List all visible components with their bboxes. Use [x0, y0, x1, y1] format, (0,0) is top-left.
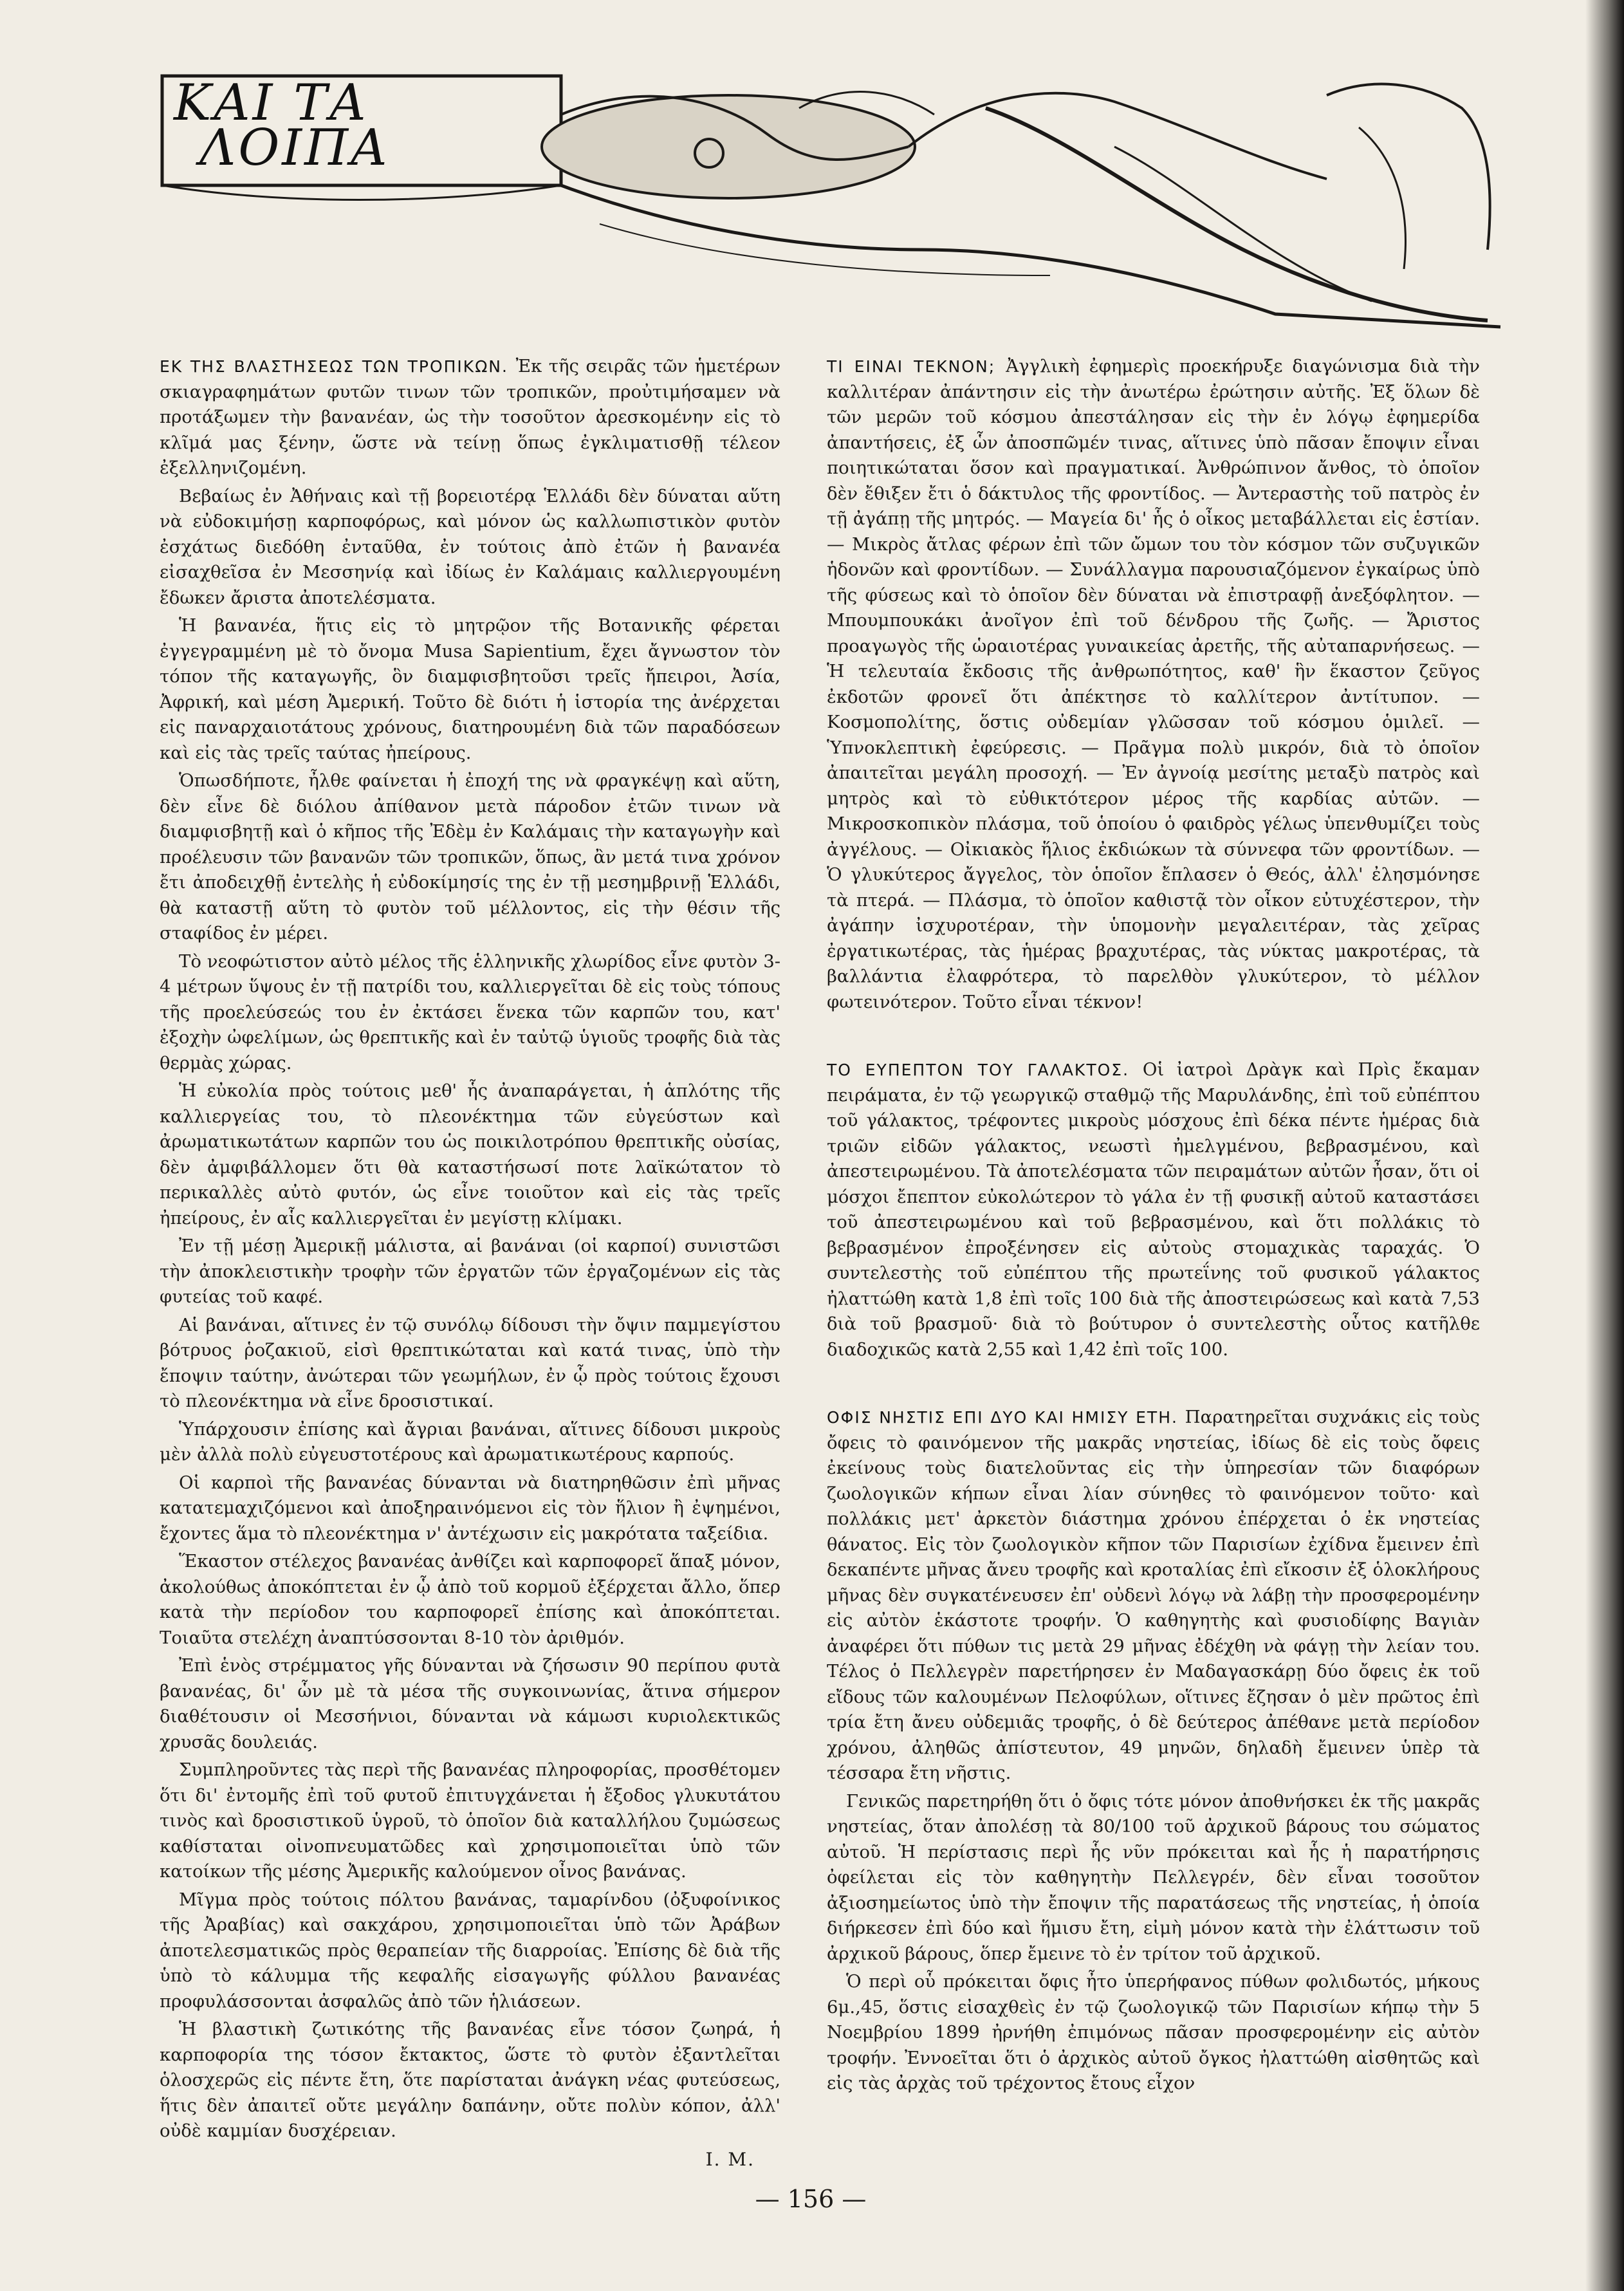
article-heading-milk: ΤΟ ΕΥΠΕΠΤΟΝ ΤΟΥ ΓΑΛΑΚΤΟΣ. — [827, 1061, 1143, 1079]
article-fasting-snake — [827, 1405, 1480, 2097]
paragraph-12: Ἐπὶ ἑνὸς στρέμματος γῆς δύνανται νὰ ζήσωσιν 90 περίπου φυτὰ βανανέας, δι' ὧν μὲ τὰ μέσα τῆς συγκοινωνίας, ἅτινα σήμερον διαθέτουσιν οἱ Μεσσήνιοι, δύνανται νὰ κάμωσι κυριολεκτικῶς χρυσᾶς δουλειάς. — [160, 1655, 780, 1752]
article-child-text — [827, 354, 1480, 1015]
header-title-lettering — [174, 74, 390, 183]
paragraph-3: Ἡ βανανέα, ἥτις εἰς τὸ μητρῷον τῆς Βοτανικῆς φέρεται ἐγγεγραμμένη μὲ τὸ ὄνομα Musa Sapientium, ἔχει ἄγνωστον τὸν τόπον τῆς καταγωγῆς, ὃν διαμφισβητοῦσι τρεῖς ἤπειροι, Ἀσία, Ἀφρική, καὶ μέση Ἀμερική. Τοῦτο δὲ διότι ἡ ἱστορία της ἀνέρχεται εἰς παναρχαιοτάτους χρόνους, διατηρουμένη διὰ τῶν παραδόσεων καὶ εἰς τὰς τρεῖς ταύτας ἠπείρους. — [160, 615, 780, 763]
paragraph-11: Ἕκαστον στέλεχος βανανέας ἀνθίζει καὶ καρποφορεῖ ἅπαξ μόνον, ἀκολούθως ἀποκόπτεται ἐν ᾧ ἀπὸ τοῦ κορμοῦ ἐξέρχεται ἄλλο, ὅπερ κατὰ τὴν περίοδον του καρποφορεῖ ἐπίσης καὶ ἀποκόπτεται. Τοιαῦτα στελέχη ἀναπτύσσονται 8-10 τὸν ἀριθμόν. — [160, 1551, 780, 1648]
author-signature: Ι. Μ. — [705, 2148, 755, 2170]
header-title-line2: ΛΟΙΠΑ — [199, 119, 390, 177]
paragraph-13: Συμπληροῦντες τὰς περὶ τῆς βανανέας πληροφορίας, προσθέτομεν ὅτι δι' ἐντομῆς ἐπὶ τοῦ φυτοῦ ἐπιτυγχάνεται ἡ ἔξοδος γλυκυτάτου τινὸς καὶ δροσιστικοῦ ὑγροῦ, τὸ ὁποῖον διὰ καταλλήλου ζυμώσεως καθίσταται οἰνοπνευματῶδες καὶ χρησιμοποιεῖται ὑπὸ τῶν κατοίκων τῆς μέσης Ἀμερικῆς καλούμενον οἶνος βανάνας. — [160, 1759, 780, 1882]
paragraph-4: Ὁπωσδήποτε, ἦλθε φαίνεται ἡ ἐποχή της νὰ φραγκέψῃ καὶ αὕτη, δὲν εἶνε δὲ διόλου ἀπίθανον μετὰ πάροδον ἐτῶν τινων νὰ διαμφισβητῇ καὶ ὁ κῆπος τῆς Ἐδὲμ ἐν Καλάμαις τὴν καταγωγὴν καὶ προέλευσιν τῶν βανανῶν τῶν τροπικῶν, ὅπως, ἂν μετά τινα χρόνον ἔτι ἀποδειχθῇ ἐντελὴς ἡ εὐδοκίμησίς της ἐν τῇ μεσημβρινῇ Ἑλλάδι, θὰ καταστῇ αὕτη τὸ φυτὸν τοῦ μέλλοντος, εἰς τὴν θέσιν τῆς σταφίδος ἐν μέρει. — [160, 770, 780, 943]
paragraph-8: Αἱ βανάναι, αἵτινες ἐν τῷ συνόλῳ δίδουσι τὴν ὄψιν παμμεγίστου βότρυος ῥοζακιοῦ, εἰσὶ θρεπτικώταται καὶ κατά τινας, ὑπὸ τὴν ἔποψιν ταύτην, ἀνώτεραι τῶν γεωμήλων, ἐν ᾧ πρὸς τούτοις ἔχουσι τὸ πλεονέκτημα νὰ εἶνε δροσιστικαί. — [160, 1314, 780, 1411]
article-snake-paragraph-2: Γενικῶς παρετηρήθη ὅτι ὁ ὄφις τότε μόνον ἀποθνήσκει ἐκ τῆς μακρᾶς νηστείας, ὅταν ἀπολέσῃ τὰ 80/100 τοῦ ἀρχικοῦ βάρους του σώματος αὐτοῦ. Ἡ περίστασις περὶ ἧς νῦν πρόκειται καὶ ἧς ἡ παρατήρησις ὀφείλεται εἰς τὸν καθηγητὴν Πελλεγρέν, δὲν εἶναι τοσοῦτον ἀξιοσημείωτος ὑπὸ τὴν ἔποψιν τῆς παρατάσεως τῆς νηστείας, ἡ ὁποία διήρκεσεν ἐπὶ δύο καὶ ἥμισυ ἔτη, εἰμὴ μόνον κατὰ τὴν ἐλάττωσιν τοῦ ἀρχικοῦ βάρους, ὅπερ ἔμεινε τὸ ἐν τρίτον τοῦ ἀρχικοῦ. — [827, 1790, 1480, 1964]
article-milk-digestibility — [827, 1057, 1480, 1362]
article-snake-body: Παρατηρεῖται συχνάκις εἰς τοὺς ὄφεις τὸ φαινόμενον τῆς μακρᾶς νηστείας, ἰδίως δὲ εἰς τοὺς ὄφεις ἐκείνους τοὺς διατελοῦντας εἰς τὴν ὑπηρεσίαν τῶν διαφόρων ζωολογικῶν κήπων εἶναι λίαν σύνηθες τὸ φαινόμενον τοῦτο· καὶ πολλάκις μετ' ἀρκετὸν διάστημα χρόνου ἐπέρχεται ὁ ἐκ νηστείας θάνατος. Εἰς τὸν ζωολογικὸν κῆπον τῶν Παρισίων ἐχίδνα ἔμεινεν ἐπὶ δεκαπέντε μῆνας ἄνευ τροφῆς καὶ κροταλίας ἐπὶ εἴκοσιν ἐξ ὁλοκλήρους μῆνας δὲν συγκατένευσεν ἐπ' οὐδενὶ λόγῳ νὰ λάβῃ τὴν προσφερομένην εἰς αὐτὸν ἑκάστοτε τροφήν. Ὁ καθηγητὴς καὶ φυσιοδίφης Βαγιὰν ἀναφέρει ὅτι πύθων τις μετὰ 29 μῆνας ἐδέχθη νὰ φάγῃ τὴν λείαν του. Τέλος ὁ Πελλεγρὲν παρετήρησεν ἐν Μαδαγασκάρῃ δύο ὄφεις ἐκ τοῦ εἴδους τῶν καλουμένων Πελοφύλων, οἵτινες ἔζησαν ὁ μὲν πρῶτος ἐπὶ τρία ἔτη ἄνευ οὐδεμιᾶς τροφῆς, ὁ δὲ δεύτερος ἀπέθανε μετὰ περίοδον χρόνου, ἀληθῶς ἀπίστευτον, 49 μηνῶν, δηλαδὴ ἔμεινεν ὑπὲρ τὰ τέσσαρα ἔτη νῆστις. — [827, 1407, 1480, 1783]
header-title-line1: ΚΑΙ ΤΑ — [174, 74, 369, 132]
page-number: — 156 — — [755, 2185, 867, 2213]
paragraph-15: Ἡ βλαστικὴ ζωτικότης τῆς βανανέας εἶνε τόσον ζωηρά, ἡ καρποφορία της τόσον ἔκτακτος, ὥστε τὸ φυτὸν ἐξαντλεῖται ὁλοσχερῶς εἰς πέντε ἔτη, ὅτε παρίσταται ἀνάγκη νέας φυτεύσεως, ἥτις δὲν ἀπαιτεῖ οὔτε μεγάλην δαπάνην, οὔτε πολὺν κόπον, ἀλλ' οὐδὲ καμμίαν δυσχέρειαν. — [160, 2019, 780, 2141]
page-edge-shadow — [1585, 0, 1624, 2291]
paragraph-6: Ἡ εὐκολία πρὸς τούτοις μεθ' ἧς ἀναπαράγεται, ἡ ἁπλότης τῆς καλλιεργείας του, τὸ πλεονέκτημα τῶν εὐγεύστων καὶ ἀρωματικωτάτων καρπῶν του ὡς ποικιλοτρόπου θρεπτικῆς οὐσίας, δὲν ἀμφιβάλλομεν ὅτι θὰ καταστήσωσί ποτε λαϊκώτατον τὸ περικαλλὲς αὐτὸ φυτόν, ὡς εἶνε τοιοῦτον καὶ εἰς τὰς τρεῖς ἠπείρους, ἐν αἷς καλλιεργεῖται ἐν μεγίστῃ κλίμακι. — [160, 1081, 780, 1229]
paragraph-2: Βεβαίως ἐν Ἀθήναις καὶ τῇ βορειοτέρᾳ Ἑλλάδι δὲν δύναται αὕτη νὰ εὐδοκιμήσῃ καρποφόρως, καὶ μόνον ὡς καλλωπιστικὸν φυτὸν ἐσχάτως διεδόθη ἐνταῦθα, ἐν τούτοις ἀπὸ ἐτῶν ἡ βανανέα εἰσαχθεῖσα ἐν Μεσσηνίᾳ καὶ ἰδίως ἐν Καλάμαις καλλιεργουμένη ἔδωκεν ἄριστα ἀποτελέσματα. — [160, 485, 780, 608]
article-heading-child: ΤΙ ΕΙΝΑΙ ΤΕΚΝΟΝ; — [827, 357, 1006, 376]
paragraph-9: Ὑπάρχουσιν ἐπίσης καὶ ἄγριαι βανάναι, αἵτινες δίδουσι μικροὺς μὲν ἀλλὰ πολὺ εὐγευστοτέρους καὶ ἀρωματικωτέρους καρπούς. — [160, 1418, 780, 1465]
paragraph-14: Μῖγμα πρὸς τούτοις πόλτου βανάνας, ταμαρίνδου (ὀξυφοίνικος τῆς Ἀραβίας) καὶ σακχάρου, χρησιμοποιεῖται ὑπὸ τῶν Ἀράβων ἀποτελεσματικῶς πρὸς θεραπείαν τῆς διαρροίας. Ἐπίσης δὲ διὰ τῆς ὑπὸ τὸ κάλυμμα τῆς κεφαλῆς εἰσαγωγῆς φύλλου βανανέας προφυλάσσονται ἀσφαλῶς ἀπὸ τῶν ἡλιάσεων. — [160, 1889, 780, 2012]
right-column — [827, 354, 1480, 2139]
article-milk-text — [827, 1057, 1480, 1362]
paragraph-10: Οἱ καρποὶ τῆς βανανέας δύνανται νὰ διατηρηθῶσιν ἐπὶ μῆνας κατατεμαχιζόμενοι καὶ ἀποξηραινόμενοι εἰς τὸν ἥλιον ἢ ἐψημένοι, ἔχοντες ἅμα τὸ πλεονέκτημα ν' ἀντέχωσιν εἰς μακρότατα ταξείδια. — [160, 1472, 780, 1544]
article-heading-snake: ΟΦΙΣ ΝΗΣΤΙΣ ΕΠΙ ΔΥΟ ΚΑΙ ΗΜΙΣΥ ΕΤΗ. — [827, 1408, 1185, 1427]
article-milk-body: Οἱ ἰατροὶ Δρὰγκ καὶ Πρὶς ἔκαμαν πειράματα, ἐν τῷ γεωργικῷ σταθμῷ τῆς Μαρυλάνδης, ἐπὶ τοῦ εὐπέπτου τοῦ γάλακτος, τρέφοντες μικροὺς μόσχους ἐπὶ δέκα πέντε ἡμέρας διὰ τριῶν εἰδῶν γάλακτος, νεωστὶ ἠμελγμένου, βεβρασμένου, καὶ ἀπεστειρωμένου. Τὰ ἀποτελέσματα τῶν πειραμάτων αὐτῶν ἦσαν, ὅτι οἱ μόσχοι ἔπεπτον εὐκολώτερον τὸ γάλα ἐν τῇ φυσικῇ αὐτοῦ καταστάσει τοῦ ἀπεστειρωμένου καὶ τοῦ βεβρασμένου, καὶ ὅτι πολλάκις τὸ βεβρασμένον ἐπροξένησεν εἰς αὐτοὺς στομαχικὰς ταραχάς. Ὁ συντελεστὴς τοῦ εὐπέπτου τῆς πρωτεΐνης τοῦ φυσικοῦ γάλακτος ἠλαττώθη κατὰ 1,8 ἐπὶ τοῖς 100 διὰ τῆς ἀποστειρώσεως καὶ κατὰ 7,53 διὰ τοῦ βρασμοῦ· διὰ τὸ βούτυρον ὁ συντελεστὴς οὗτος κατῆλθε διαδοχικῶς κατὰ 2,55 καὶ 1,42 ἐπὶ τοῖς 100. — [827, 1059, 1480, 1360]
paragraph-1: Ἐκ τῆς σειρᾶς τῶν ἡμετέρων σκιαγραφημάτων φυτῶν τινων τῶν τροπικῶν, προὐτιμήσαμεν νὰ προτάξωμεν τὴν βανανέαν, ὡς τὴν τοσοῦτον ἀρεσκομένην εἰς τὸ κλῖμά μας ξένην, ὥστε νὰ τείνῃ ὅπως ἐγκλιματισθῇ τέλεον ἐξελληνιζομένη. — [160, 356, 780, 478]
article-snake-text — [827, 1405, 1480, 1786]
paragraph-7: Ἐν τῇ μέσῃ Ἀμερικῇ μάλιστα, αἱ βανάναι (οἱ καρποί) συνιστῶσι τὴν ἀποκλειστικὴν τροφὴν τῶν ἐργατῶν τῶν ἐργαζομένων εἰς τὰς φυτείας τοῦ καφέ. — [160, 1236, 780, 1307]
paragraph-5: Τὸ νεοφώτιστον αὐτὸ μέλος τῆς ἑλληνικῆς χλωρίδος εἶνε φυτὸν 3-4 μέτρων ὕψους ἐν τῇ πατρίδι του, καλλιεργεῖται δὲ εἰς τοὺς τόπους τῆς προελεύσεώς του ἐν ἐκτάσει ἕνεκα τῶν καρπῶν του, κατ' ἐξοχὴν ὠφελίμων, ὡς θρεπτικῆς καὶ ἐν ταὐτῷ ὑγιοῦς τροφῆς διὰ τὰς θερμὰς χώρας. — [160, 951, 780, 1073]
article-child-body: Ἀγγλικὴ ἐφημερὶς προεκήρυξε διαγώνισμα διὰ τὴν καλλιτέραν ἀπάντησιν εἰς τὴν ἀνωτέρω ἐρώτησιν αὐτῆς. Ἐξ ὅλων δὲ τῶν μερῶν τοῦ κόσμου ἀπεστάλησαν εἰς τὴν ἐν λόγῳ ἐφημερίδα ἀπαντήσεις, ἐξ ὧν ἀποσπῶμέν τινας, αἵτινες ὑπὸ πᾶσαν ἔποψιν εἶναι ποιητικώταται ὅσον καὶ πραγματικαί. Ἀνθρώπινον ἄνθος, τὸ ὁποῖον δὲν ἔθιξεν ἔτι ὁ δάκτυλος τῆς φροντίδος. — Ἀντεραστὴς τοῦ πατρὸς ἐν τῇ ἀγάπῃ τῆς μητρός. — Μαγεία δι' ἧς ὁ οἶκος μεταβάλλεται εἰς ἑστίαν. — Μικρὸς ἄτλας φέρων ἐπὶ τῶν ὤμων του τὸν κόσμον τῶν συζυγικῶν ἡδονῶν καὶ φροντίδων. — Συνάλλαγμα παρουσιαζόμενον ἐγκαίρως ὑπὸ τῆς φύσεως καὶ τὸ ὁποῖον δὲν δύναται νὰ ἐπιστραφῇ ἀνεξόφλητον. — Μπουμπουκάκι ἀνοῖγον ἐπὶ τοῦ δένδρου τῆς ζωῆς. — Ἄριστος προαγωγὸς τῆς ὡραιοτέρας γυναικείας ἀρετῆς, τῆς αὐταπαρνήσεως. — Ἡ τελευταία ἔκδοσις τῆς ἀνθρωπότητος, καθ' ἣν ἕκαστον ζεῦγος ἐκδοτῶν φρονεῖ ὅτι ἀπέκτησε τὸ καλλίτερον ἀντίτυπον. — Κοσμοπολίτης, ὅστις οὐδεμίαν γλῶσσαν τοῦ κόσμου ὁμιλεῖ. — Ὑπνοκλεπτικὴ ἐφεύρεσις. — Πρᾶγμα πολὺ μικρόν, διὰ τὸ ὁποῖον ἀπαιτεῖται μεγάλη προσοχή. — Ἐν ἀγνοίᾳ μεσίτης μεταξὺ πατρὸς καὶ μητρὸς καὶ τὸ εὐθικτότερον μέρος τῆς καρδίας αὐτῶν. — Μικροσκοπικὸν πλάσμα, τοῦ ὁποίου ὁ φαιδρὸς γέλως ὑπενθυμίζει τοὺς ἀγγέλους. — Οἰκιακὸς ἥλιος ἐκδιώκων τὰ σύννεφα τῶν φροντίδων. — Ὁ γλυκύτερος ἄγγελος, τὸν ὁποῖον ἔπλασεν ὁ Θεός, ἀλλ' ἐλησμόνησε τὰ πτερά. — Πλάσμα, τὸ ὁποῖον καθιστᾷ τὸν οἶκον εὐτυχέστερον, τὴν ἀγάπην ἰσχυροτέραν, τὴν ὑπομονὴν μεγαλειτέραν, τὰς χεῖρας ἐργατικωτέρας, τὰς ἡμέρας βραχυτέρας, τὰς νύκτας μακροτέρας, τὰ βαλλάντια ἐλαφρότερα, τὸ παρελθὸν γλυκύτερον, τὸ μέλλον φωτεινότερον. Τοῦτο εἶναι τέκνον! — [827, 356, 1481, 1012]
article-bananas-intro — [160, 354, 780, 481]
left-column — [160, 354, 780, 2172]
article-heading-bananas: ΕΚ ΤΗΣ ΒΛΑΣΤΗΣΕΩΣ ΤΩΝ ΤΡΟΠΙΚΩΝ. — [160, 357, 516, 376]
article-snake-paragraph-3: Ὁ περὶ οὗ πρόκειται ὄφις ἦτο ὑπερήφανος πύθων φολιδωτός, μήκους 6μ.,45, ὅστις εἰσαχθεὶς ἐν τῷ ζωολογικῷ τῶν Παρισίων κήπῳ τὴν 5 Νοεμβρίου 1899 ἠρνήθη ἐπιμόνως πᾶσαν προσφερομένην εἰς αὐτὸν τροφήν. Ἐννοεῖται ὅτι ὁ ἀρχικὸς αὐτοῦ ὄγκος ἠλαττώθη αἰσθητῶς καὶ εἰς τὰς ἀρχὰς τοῦ τρέχοντος ἔτους εἶχον — [827, 1971, 1480, 2093]
article-what-is-child — [827, 354, 1480, 1015]
